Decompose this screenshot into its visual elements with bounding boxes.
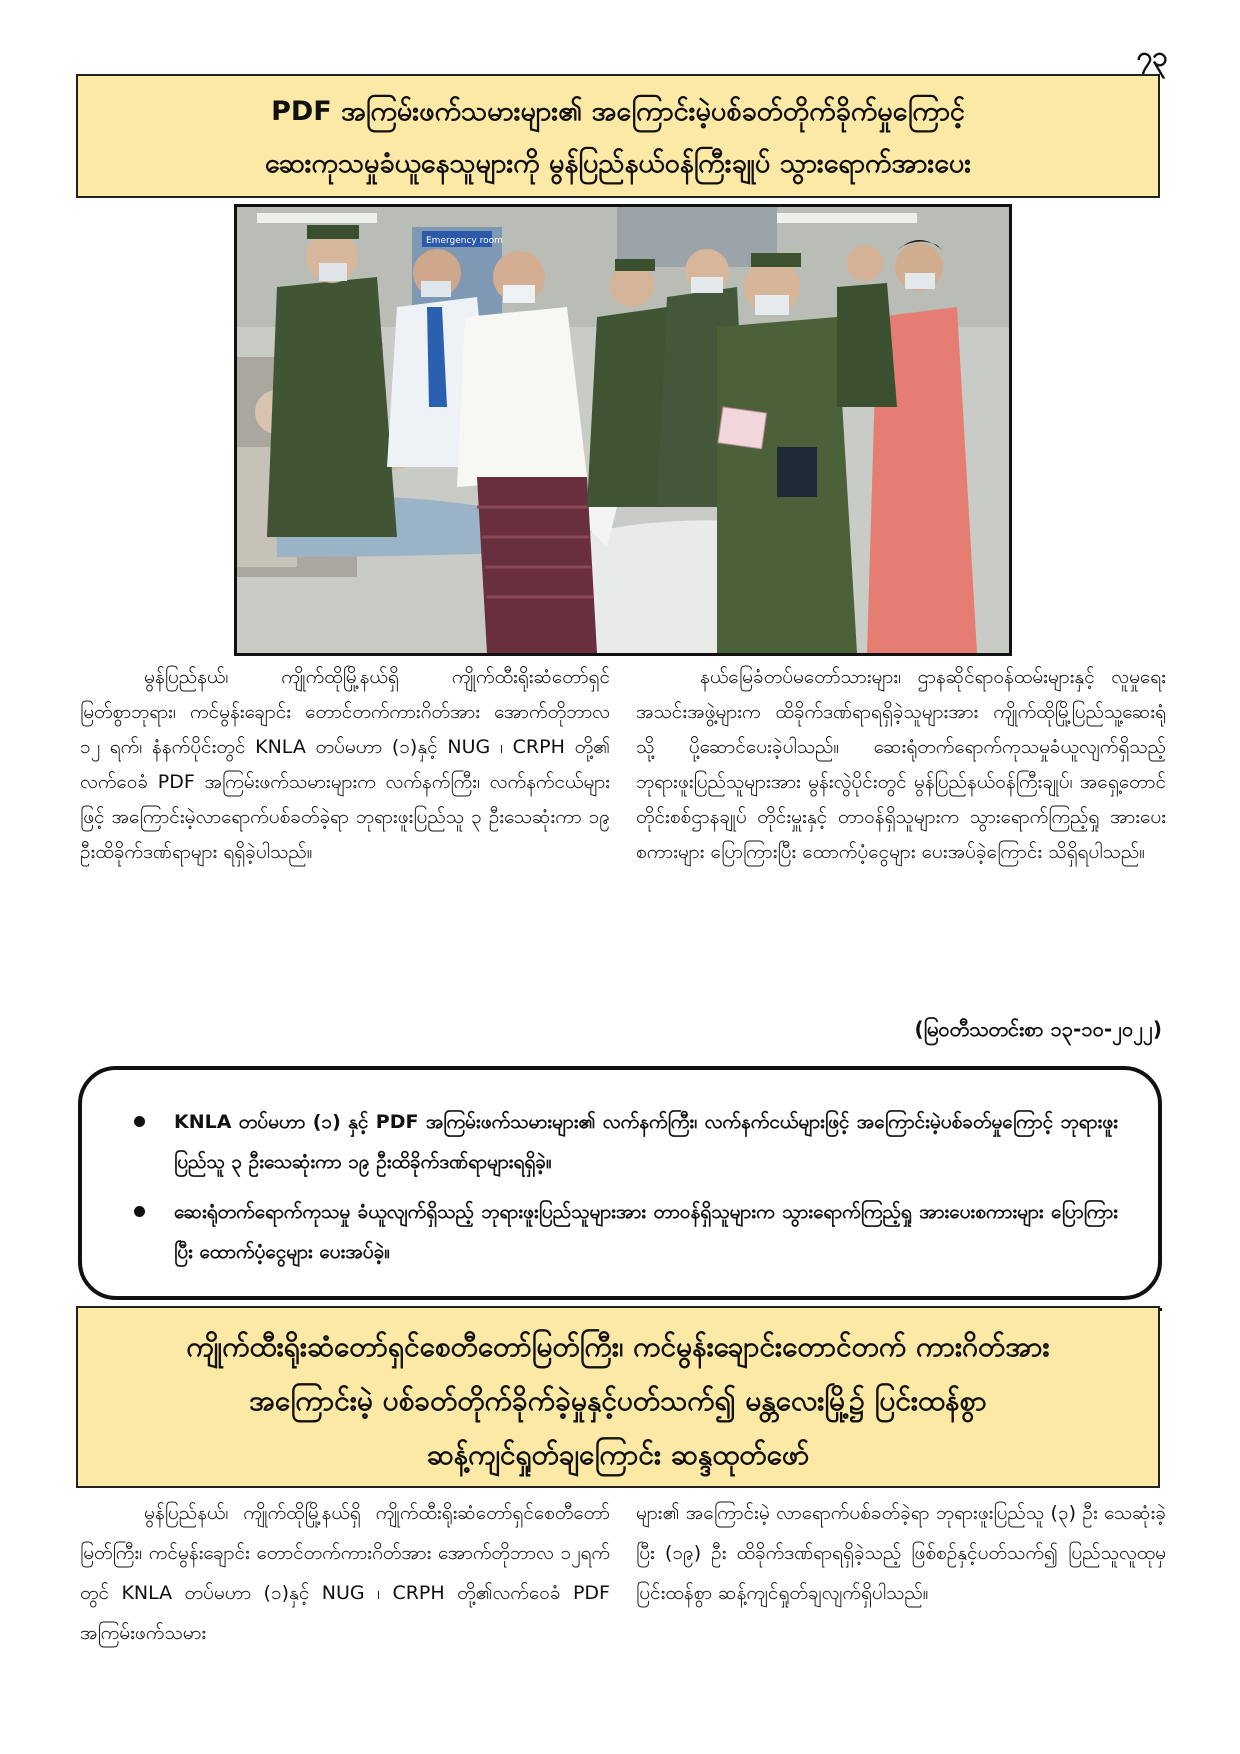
article-title bbox=[76, 1306, 1160, 1488]
summary-item-text: KNLA တပ်မဟာ (၁) နှင့် PDF အကြမ်းဖက်သမားများ၏ လက်နက်ကြီး၊ လက်နက်ငယ်များဖြင့် အကြောင်းမဲ့ပစ်ခတ်မှုကြောင့် ဘုရားဖူးပြည်သူ ၃ ဦးသေဆုံးကာ ၁၉ ဦးထိခိုက်ဒဏ်ရာများရရှိခဲ့။ bbox=[174, 1111, 1118, 1173]
article-left-column bbox=[80, 1493, 610, 1653]
emergency-room-sign: Emergency room bbox=[426, 236, 503, 246]
article-title-line-1: PDF အကြမ်းဖက်သမားများ၏ အကြောင်းမဲ့ပစ်ခတ်တိုက်ခိုက်မှုကြောင့် bbox=[271, 96, 965, 127]
hospital-visit-photo bbox=[237, 207, 1009, 653]
article-title-line-2: ဆေးကုသမှုခံယူနေသူများကို မွန်ပြည်နယ်ဝန်ကြီးချုပ် သွားရောက်အားပေး bbox=[264, 148, 972, 179]
page-number: ၇၃ bbox=[1136, 40, 1168, 73]
article-title-line-1: ကျိုက်ထီးရိုးဆံတော်ရှင်စေတီတော်မြတ်ကြီး၊ ကင်မွန်းချောင်းတောင်တက် ကားဂိတ်အား bbox=[186, 1330, 1050, 1363]
news-photo bbox=[234, 204, 1012, 656]
article-right-column bbox=[636, 1493, 1166, 1613]
article-paragraph: မွန်ပြည်နယ်၊ ကျိုက်ထိုမြို့နယ်ရှိ ကျိုက်ထီးရိုးဆံတော်ရှင်စေတီတော်မြတ်ကြီး၊ ကင်မွန်းချောင်း တောင်တက်ကားဂိတ်အား အောက်တိုဘာလ ၁၂ရက်တွင် KNLA တပ်မဟာ (၁)နှင့် NUG ၊ CRPH တို့၏လက်ဝေခံ PDF အကြမ်းဖက်သမား bbox=[80, 1502, 610, 1644]
article-title bbox=[76, 74, 1160, 198]
article-title-line-3: ဆန့်ကျင်ရှုတ်ချကြောင်း ဆန္ဒထုတ်ဖော် bbox=[426, 1438, 810, 1471]
summary-item bbox=[132, 1102, 1118, 1182]
bullet-icon bbox=[134, 1206, 145, 1217]
news-source: (မြဝတီသတင်းစာ ၁၃-၁၀-၂၀၂၂) bbox=[914, 1017, 1162, 1041]
article-paragraph: မွန်ပြည်နယ်၊ ကျိုက်ထိုမြို့နယ်ရှိ ကျိုက်ထီးရိုးဆံတော်ရှင်မြတ်စွာဘုရား၊ ကင်မွန်းချောင်း တောင်တက်ကားဂိတ်အား အောက်တိုဘာလ ၁၂ ရက်၊ နံနက်ပိုင်းတွင် KNLA တပ်မဟာ (၁)နှင့် NUG ၊ CRPH တို့၏ လက်ဝေခံ PDF အကြမ်းဖက်သမားများက လက်နက်ကြီး၊ လက်နက်ငယ်များဖြင့် အကြောင်းမဲ့လာရောက်ပစ်ခတ်ခဲ့ရာ ဘုရားဖူးပြည်သူ ၃ ဦးသေဆုံးကာ ၁၉ ဦးထိခိုက်ဒဏ်ရာများ ရရှိခဲ့ပါသည်။ bbox=[80, 666, 610, 863]
summary-item bbox=[132, 1192, 1118, 1272]
summary-box bbox=[78, 1066, 1162, 1300]
article-paragraph: နယ်မြေခံတပ်မတော်သားများ၊ ဌာနဆိုင်ရာဝန်ထမ်းများနှင့် လူမှုရေးအသင်းအဖွဲ့များက ထိခိုက်ဒဏ်ရာရရှိခဲ့သူများအား ကျိုက်ထိုမြို့ပြည်သူ့ဆေးရုံသို့ ပို့ဆောင်ပေးခဲ့ပါသည်။ ဆေးရုံတက်ရောက်ကုသမှုခံယူလျက်ရှိသည့် ဘုရားဖူးပြည်သူများအား မွန်းလွဲပိုင်းတွင် မွန်ပြည်နယ်ဝန်ကြီးချုပ်၊ အရှေ့တောင်တိုင်းစစ်ဌာနချုပ် တိုင်းမှူးနှင့် တာဝန်ရှိသူများက သွားရောက်ကြည့်ရှု အားပေးစကားများ ပြောကြားပြီး ထောက်ပံ့ငွေများ ပေးအပ်ခဲ့ကြောင်း သိရှိရပါသည်။ bbox=[636, 666, 1166, 863]
article-right-column bbox=[636, 660, 1166, 870]
summary-item-text: ဆေးရုံတက်ရောက်ကုသမှု ခံယူလျက်ရှိသည့် ဘုရားဖူးပြည်သူများအား တာဝန်ရှိသူများက သွားရောက်ကြည့်ရှု အားပေးစကားများ ပြောကြားပြီး ထောက်ပံ့ငွေများ ပေးအပ်ခဲ့။ bbox=[174, 1201, 1118, 1263]
article-paragraph: များ၏ အကြောင်းမဲ့ လာရောက်ပစ်ခတ်ခဲ့ရာ ဘုရားဖူးပြည်သူ (၃) ဦး သေဆုံးခဲ့ပြီး (၁၉) ဦး ထိခိုက်ဒဏ်ရာရရှိခဲ့သည့် ဖြစ်စဉ်နှင့်ပတ်သက်၍ ပြည်သူလူထုမှ ပြင်းထန်စွာ ဆန့်ကျင်ရှုတ်ချလျက်ရှိပါသည်။ bbox=[636, 1502, 1166, 1604]
bullet-icon bbox=[134, 1116, 145, 1127]
article-title-line-2: အကြောင်းမဲ့ ပစ်ခတ်တိုက်ခိုက်ခဲ့မှုနှင့်ပတ်သက်၍ မန္တလေးမြို့၌ ပြင်းထန်စွာ bbox=[249, 1384, 987, 1417]
article-left-column bbox=[80, 660, 610, 870]
